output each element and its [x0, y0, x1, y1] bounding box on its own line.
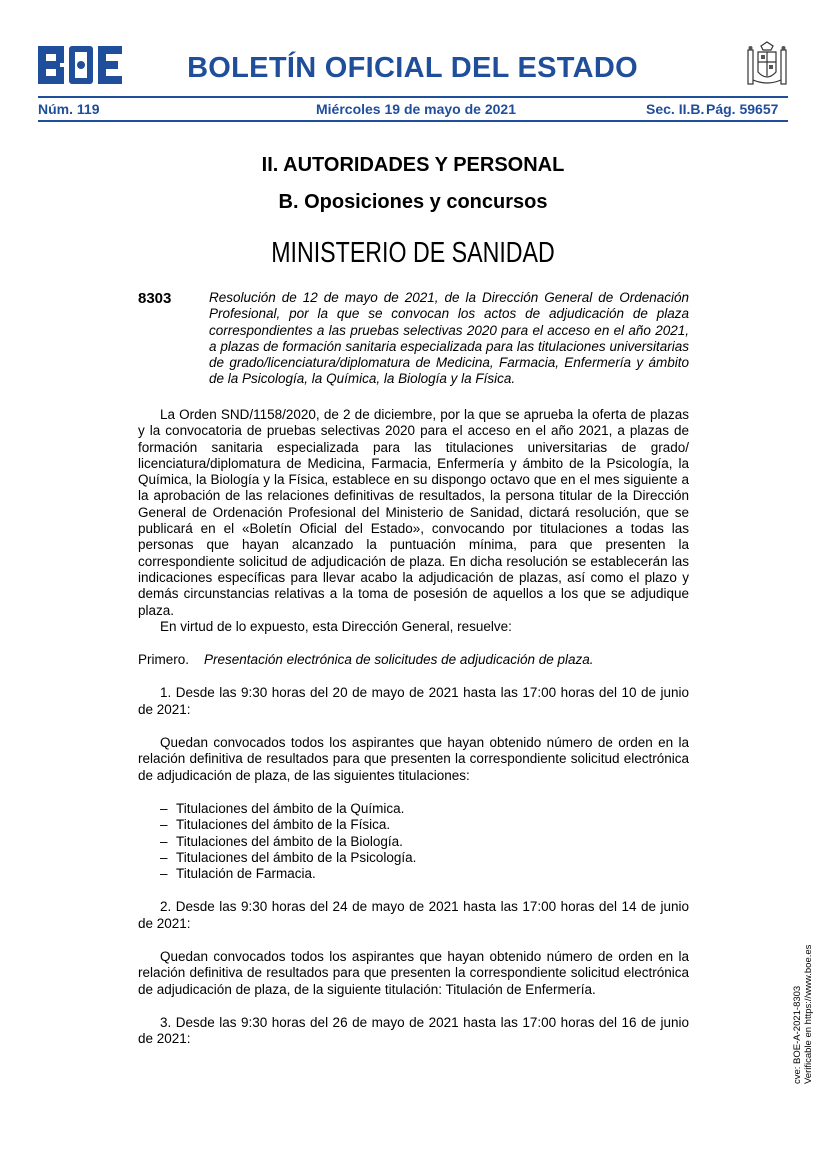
verify-url: Verificable en https://www.boe.es: [803, 944, 814, 1084]
primero-label: Primero.: [138, 652, 190, 668]
item-1-text: Quedan convocados todos los aspirantes que hayan obtenido número de orden en la relación definitiva de resultados para que presenten la correspondiente solicitud electrónica de adjudicación de plaza, de las siguientes titulaciones:: [138, 735, 689, 783]
document-number: 8303: [138, 290, 172, 307]
list-item: – Titulaciones del ámbito de la Física.: [160, 817, 391, 833]
list-item: – Titulaciones del ámbito de la Biología.: [160, 833, 403, 849]
primero-heading: [138, 652, 689, 668]
item-1: 1. Desde las 9:30 horas del 20 de mayo de 2021 hasta las 17:00 horas del 10 de junio de 2021:: [138, 685, 689, 717]
list-item: – Titulaciones del ámbito de la Psicología.: [160, 849, 417, 865]
issue-number: Núm. 119: [38, 101, 100, 117]
list-item: – Titulaciones del ámbito de la Química.: [160, 800, 405, 816]
cve-code: cve: BOE-A-2021-8303: [792, 985, 803, 1084]
section-heading: II. AUTORIDADES Y PERSONAL: [261, 154, 565, 176]
coat-of-arms-icon: [744, 40, 790, 90]
primero-title: Presentación electrónica de solicitudes de adjudicación de plaza.: [204, 652, 594, 668]
item-2: 2. Desde las 9:30 horas del 24 de mayo de 2021 hasta las 17:00 horas del 14 de junio de 2021:: [138, 899, 689, 931]
list-item: – Titulación de Farmacia.: [160, 866, 316, 882]
subsection-heading: B. Oposiciones y concursos: [278, 191, 548, 213]
header-rule-bottom: [38, 120, 788, 122]
cve-verification: [792, 945, 814, 1084]
header-rule-top: [38, 96, 788, 98]
issue-date: Miércoles 19 de mayo de 2021: [316, 101, 516, 117]
ministry-heading: MINISTERIO DE SANIDAD: [271, 237, 555, 269]
page-number: Pág. 59657: [706, 101, 779, 117]
section-code: Sec. II.B.: [646, 101, 705, 117]
document-body: [138, 407, 689, 1048]
intro-paragraph: La Orden SND/1158/2020, de 2 de diciembre, por la que se aprueba la oferta de plazas y la convocatoria de pruebas selectivas 2020 para el acceso en el año 2021, a plazas de formación sanitaria especializada para las titulaciones universitarias de grado/ licenciatura/diplomatura de Medicina, Farmacia, Enfermería y ámbito de la Psicología, la Química, la Biología y la Física, establece en su dispongo octavo que en el mes siguiente a la aprobación de las relaciones definitivas de resultados, la persona titular de la Dirección General de Ordenación Profesional del Ministerio de Sanidad, dictará resolución, que se publicará en el «Boletín Oficial del Estado», convocando por titulaciones a todas las personas que hayan alcanzado la puntuación mínima, para que presenten la correspondiente solicitud de adjudicación de plaza. En dicha resolución se establecerán las indicaciones específicas para llevar acabo la adjudicación de plazas, así como el plazo y demás circunstancias relativas a la toma de posesión de aquellos a los que se adjudique plaza.: [138, 407, 689, 618]
titulaciones-list: [138, 801, 689, 882]
boe-logo: [38, 46, 124, 84]
item-2-text: Quedan convocados todos los aspirantes que hayan obtenido número de orden en la relación definitiva de resultados para que presenten la correspondiente solicitud electrónica de adjudicación de plaza, de la siguiente titulación: Titulación de Enfermería.: [138, 949, 689, 997]
item-3: 3. Desde las 9:30 horas del 26 de mayo de 2021 hasta las 17:00 horas del 16 de junio de 2021:: [138, 1014, 689, 1047]
bulletin-title: BOLETÍN OFICIAL DEL ESTADO: [187, 52, 638, 84]
resolve-paragraph: En virtud de lo expuesto, esta Dirección General, resuelve:: [160, 618, 512, 634]
document-summary: Resolución de 12 de mayo de 2021, de la Dirección General de Ordenación Profesional, por la que se convocan los actos de adjudicación de plaza correspondientes a las pruebas selectivas 2020 para el acceso en el año 2021, a plazas de formación sanitaria especializada para las titulaciones universitarias de grado/licenciatura/diplomatura de Medicina, Farmacia, Enfermería y ámbito de la Psicología, la Química, la Biología y la Física.: [209, 290, 689, 387]
